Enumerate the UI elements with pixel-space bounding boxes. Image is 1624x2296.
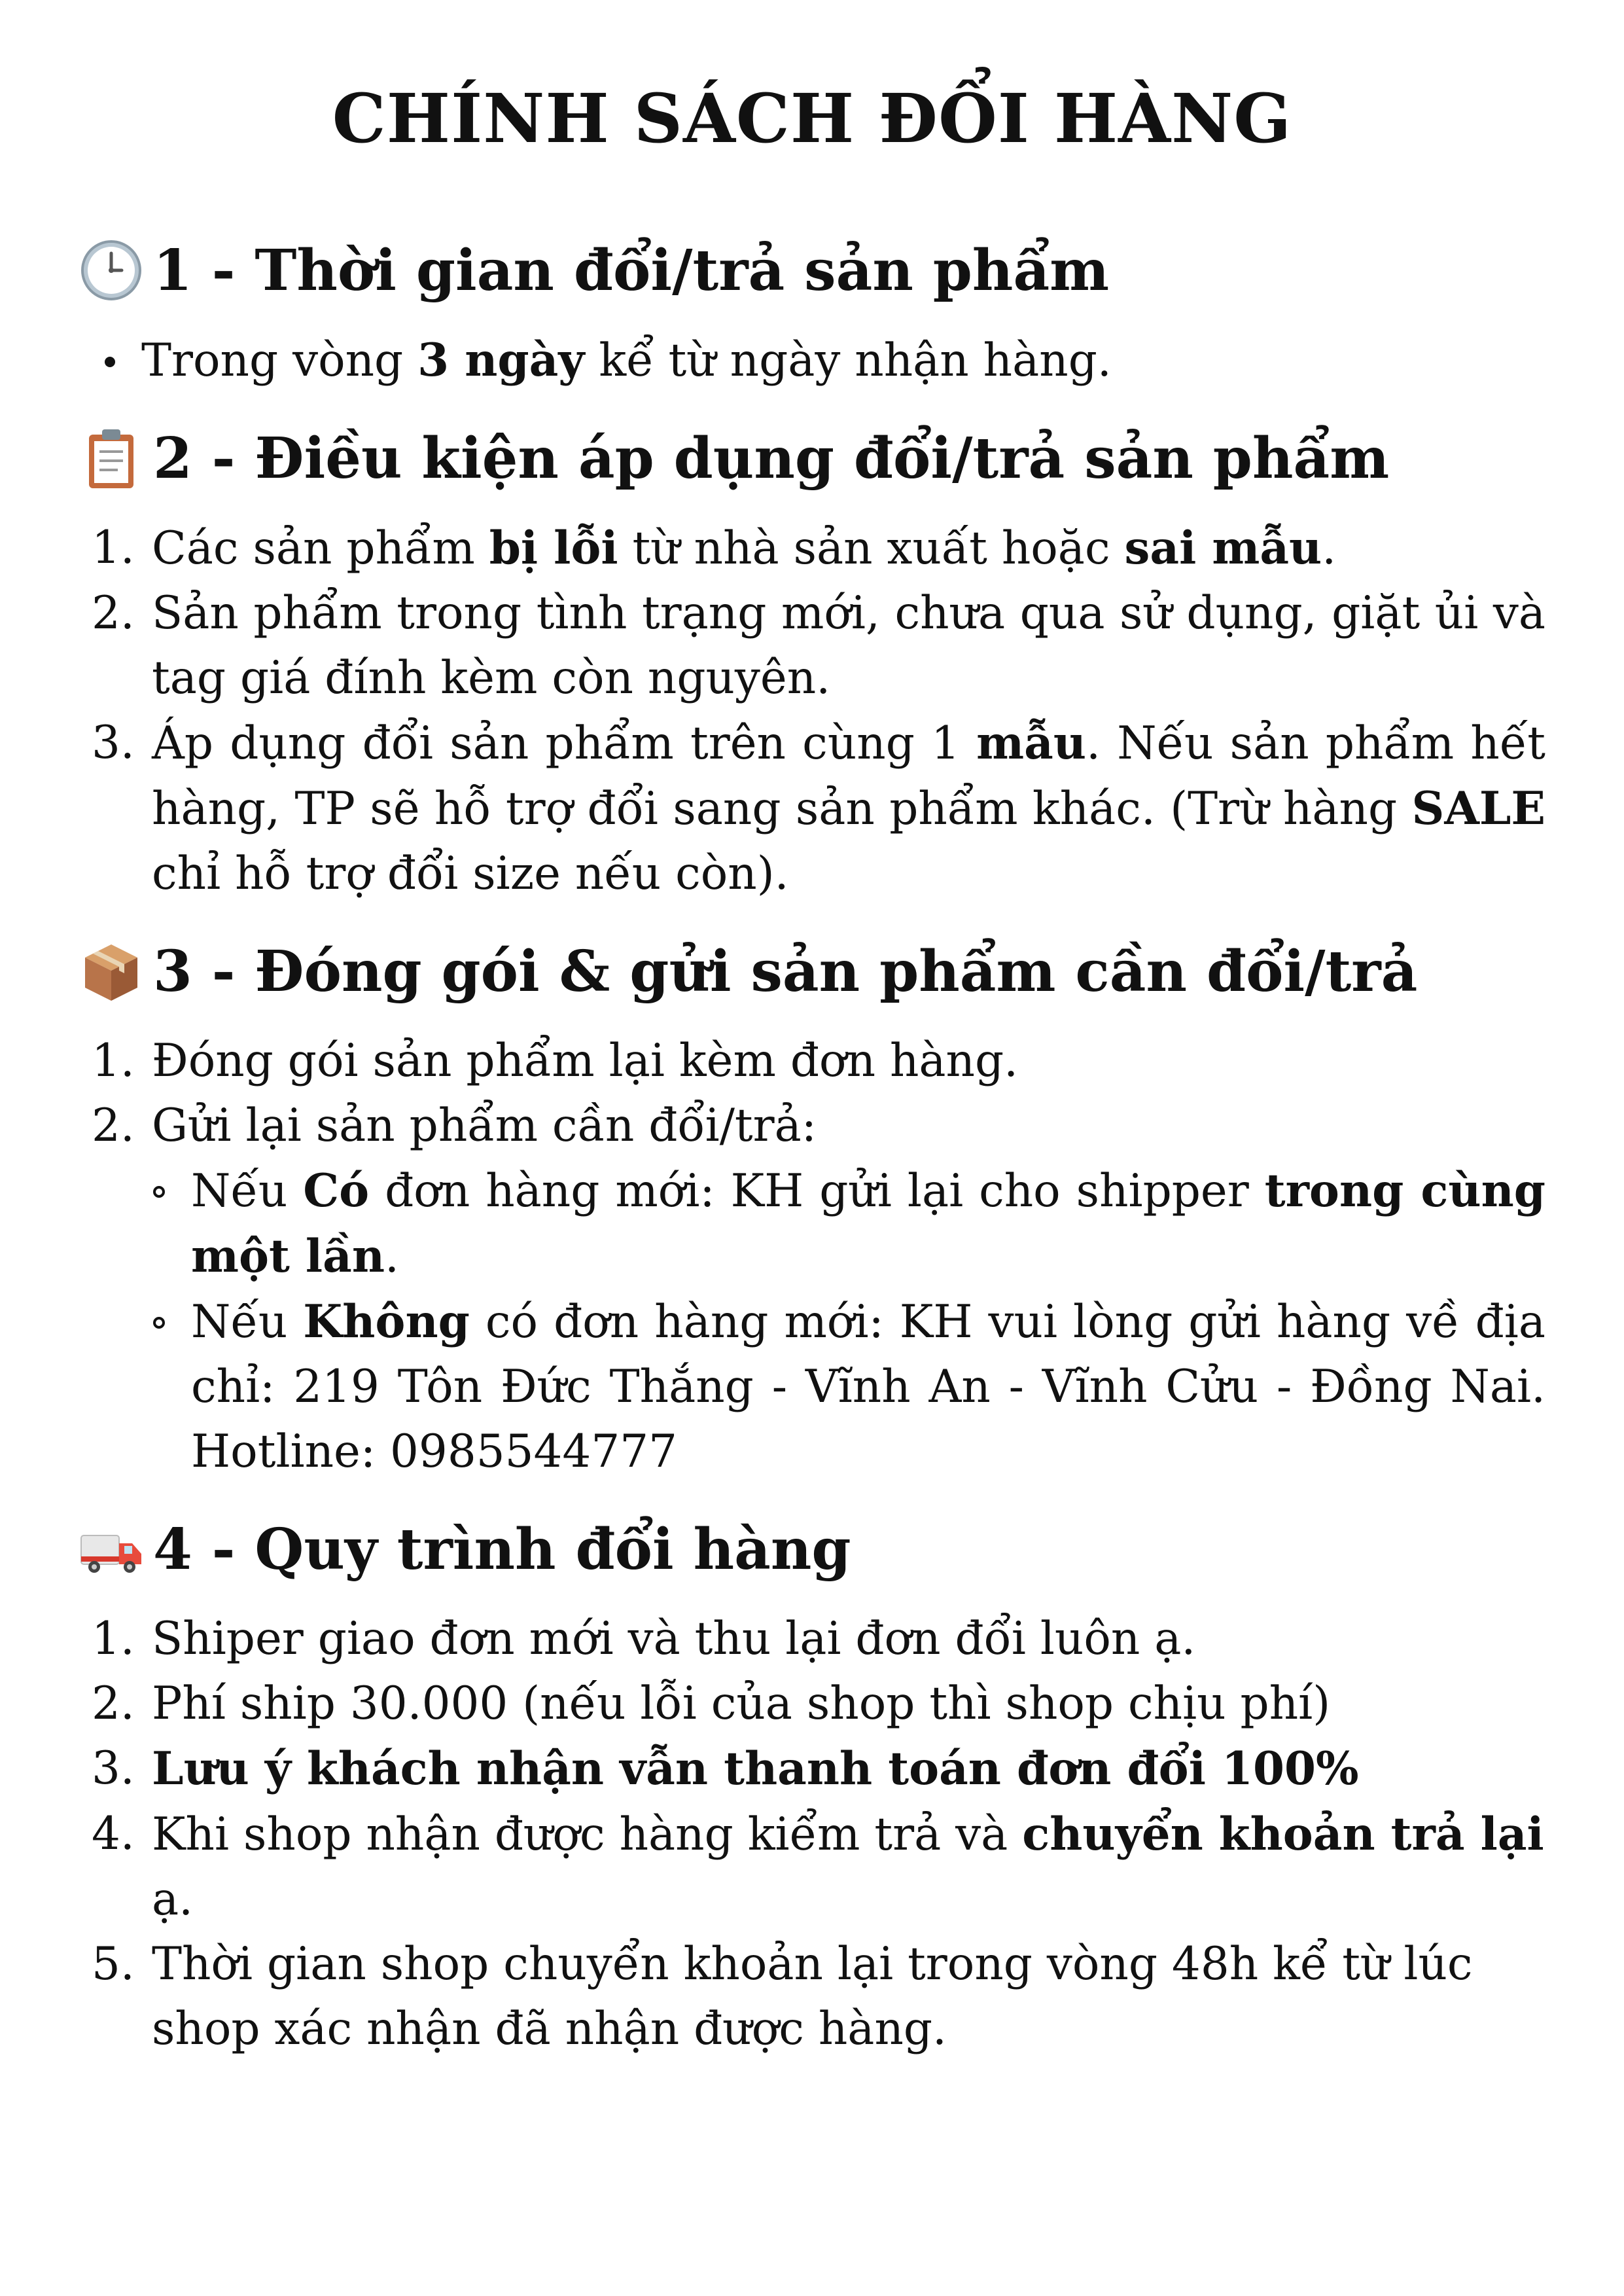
page-title: CHÍNH SÁCH ĐỔI HÀNG <box>332 79 1292 158</box>
bullet-ring <box>153 1186 165 1198</box>
text-run: Phí ship 30.000 (nếu lỗi của shop thì shop chịu phí) <box>152 1677 1331 1731</box>
text-run: Áp dụng đổi sản phẩm trên cùng 1 <box>152 717 977 770</box>
section-time <box>79 237 1545 393</box>
section-heading-conditions <box>79 425 1545 492</box>
text-run: . Nếu sản phẩm hết hàng, TP sẽ hỗ trợ đổi sang sản phẩm khác. (Trừ hàng <box>152 717 1545 835</box>
list-item <box>79 1802 1545 1932</box>
bold-text: Không <box>303 1295 470 1349</box>
sub-list-item <box>152 1289 1545 1484</box>
bold-text: 3 ngày <box>417 333 585 387</box>
bullet-list <box>79 328 1545 393</box>
numbered-list <box>79 1029 1545 1484</box>
text-run: đơn hàng mới: KH gửi lại cho shipper <box>369 1165 1265 1218</box>
bold-text: trong cùng một lần <box>191 1164 1545 1283</box>
bold-text: SALE <box>1411 781 1545 835</box>
list-item <box>79 1736 1545 1802</box>
delivery-truck-icon <box>79 1517 144 1583</box>
section-packing <box>79 938 1545 1484</box>
section-heading-text: 4 - Quy trình đổi hàng <box>153 1516 851 1583</box>
bold-text: bị lỗi <box>489 521 618 575</box>
bold-text: Có <box>303 1164 370 1218</box>
section-heading-text: 1 - Thời gian đổi/trả sản phẩm <box>153 237 1110 304</box>
list-number: 3. <box>92 716 135 769</box>
section-heading-text: 2 - Điều kiện áp dụng đổi/trả sản phẩm <box>153 425 1390 492</box>
bold-text: sai mẫu <box>1124 521 1322 575</box>
list-item <box>79 328 1545 393</box>
text-run: Shiper giao đơn mới và thu lại đơn đổi luôn ạ. <box>152 1613 1196 1666</box>
text-run: Gửi lại sản phẩm cần đổi/trả: <box>152 1100 817 1153</box>
text-run: Nếu <box>191 1165 304 1218</box>
text-run: Đóng gói sản phẩm lại kèm đơn hàng. <box>152 1035 1019 1088</box>
bold-text: chuyển khoản trả lại <box>1022 1808 1544 1861</box>
section-heading-packing <box>79 938 1545 1005</box>
text-run: Nếu <box>191 1296 304 1349</box>
section-conditions <box>79 425 1545 906</box>
text-run: Trong vòng <box>141 334 418 387</box>
list-number: 1. <box>92 1035 135 1088</box>
text-run: từ nhà sản xuất hoặc <box>618 522 1125 575</box>
list-item <box>79 1094 1545 1484</box>
section-heading-text: 3 - Đóng gói & gửi sản phẩm cần đổi/trả <box>153 938 1418 1005</box>
list-item <box>79 1607 1545 1672</box>
text-run: chỉ hỗ trợ đổi size nếu còn). <box>152 847 789 900</box>
sub-list-item <box>152 1158 1545 1289</box>
text-run: . <box>385 1230 399 1283</box>
text-run: ạ. <box>152 1873 194 1926</box>
numbered-list <box>79 516 1545 906</box>
bullet-ring <box>153 1317 165 1329</box>
text-run: Thời gian shop chuyển khoản lại trong vòng 48h kể từ lúc shop xác nhận đã nhận được hàng. <box>152 1938 1473 2056</box>
list-number: 2. <box>92 1677 135 1731</box>
bullet-dot <box>105 357 115 367</box>
list-number: 1. <box>92 1613 135 1666</box>
list-number: 3. <box>92 1742 135 1795</box>
text-run: Các sản phẩm <box>152 522 489 575</box>
numbered-list <box>79 1607 1545 2062</box>
sub-list <box>152 1158 1545 1484</box>
list-item <box>79 581 1545 711</box>
text-run: kể từ ngày nhận hàng. <box>584 334 1112 387</box>
bold-text: Lưu ý khách nhận vẫn thanh toán đơn đổi 100% <box>152 1742 1359 1796</box>
text-run: Sản phẩm trong tình trạng mới, chưa qua sử dụng, giặt ủi và tag giá đính kèm còn nguyên. <box>152 586 1545 704</box>
text-run: Khi shop nhận được hàng kiểm trả và <box>152 1808 1023 1861</box>
package-icon <box>79 939 144 1005</box>
list-number: 1. <box>92 521 135 574</box>
list-item <box>79 1932 1545 2062</box>
clipboard-icon <box>79 425 144 491</box>
section-process <box>79 1516 1545 2062</box>
section-heading-process <box>79 1516 1545 1583</box>
text-run: . <box>1322 522 1337 575</box>
section-heading-time <box>79 237 1545 304</box>
list-number: 2. <box>92 586 135 639</box>
clock-icon <box>79 238 144 303</box>
list-number: 2. <box>92 1100 135 1153</box>
list-number: 4. <box>92 1808 135 1861</box>
list-number: 5. <box>92 1938 135 1991</box>
list-item <box>79 516 1545 581</box>
list-item <box>79 1672 1545 1736</box>
list-item <box>79 1029 1545 1094</box>
text-run: có đơn hàng mới: KH vui lòng gửi hàng về địa chỉ: 219 Tôn Đức Thắng - Vĩnh An - Vĩnh Cửu - Đồng Nai. Hotline: 0985544777 <box>191 1296 1545 1479</box>
bold-text: mẫu <box>976 716 1087 770</box>
list-item <box>79 711 1545 906</box>
